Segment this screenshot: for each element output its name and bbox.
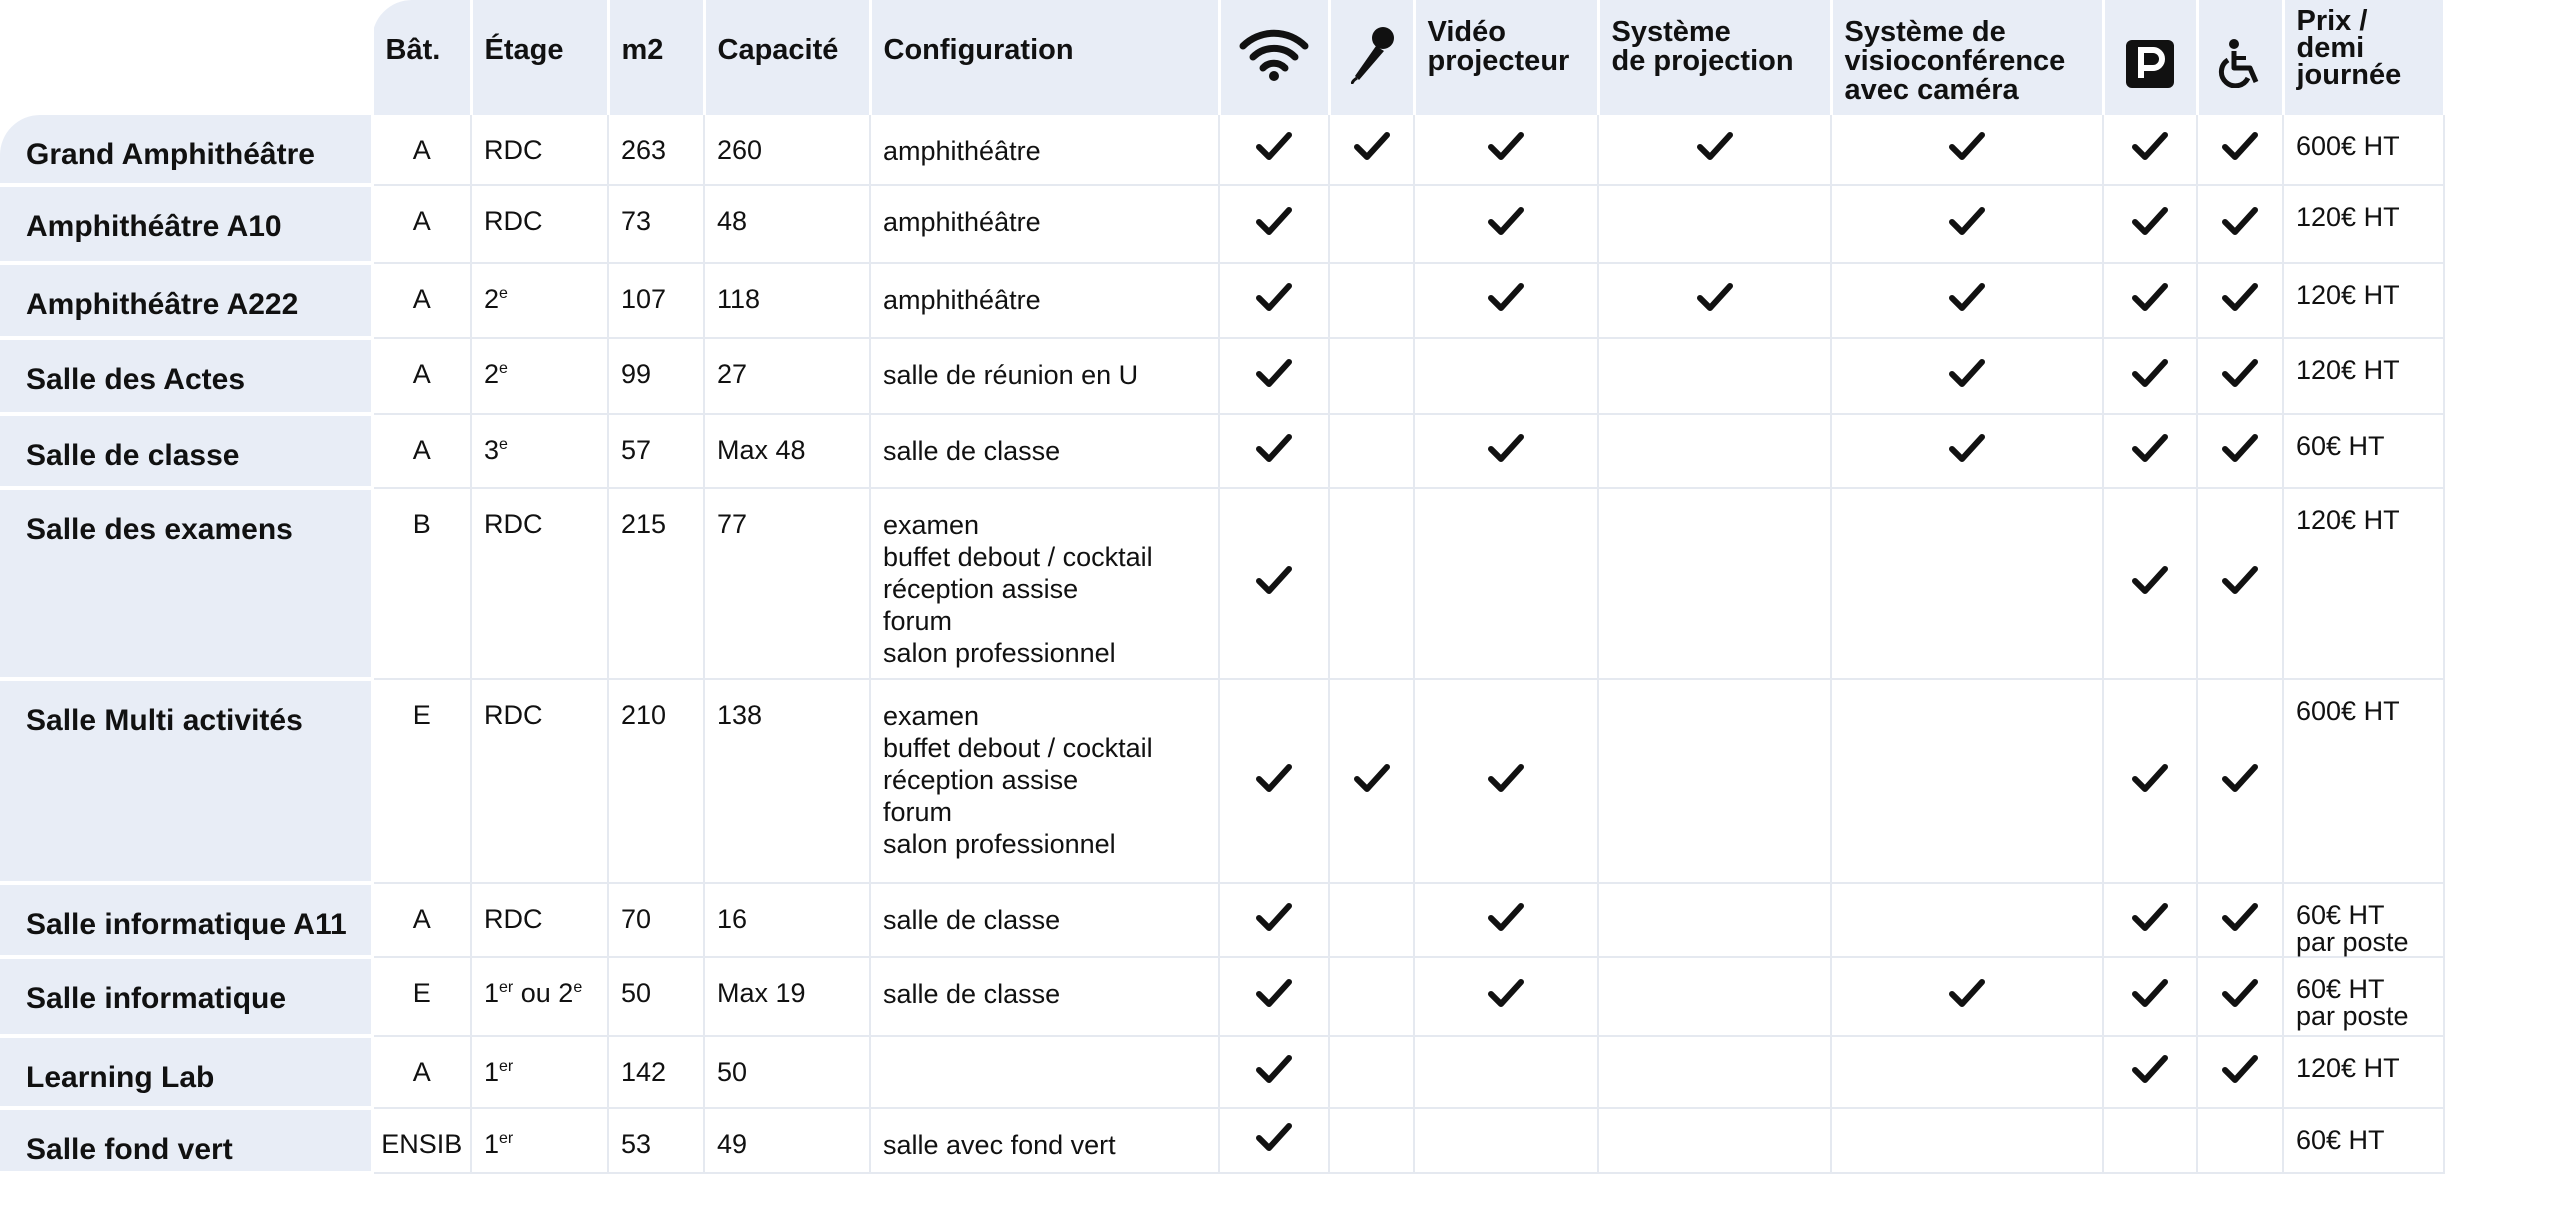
check-icon — [1487, 762, 1525, 794]
check-icon — [1353, 130, 1391, 162]
header-etage: Étage — [471, 0, 608, 115]
cell-micro — [1329, 115, 1414, 185]
cell-visio — [1831, 883, 2103, 957]
cell-prix: 60€ HT par poste — [2283, 883, 2444, 957]
table-row — [0, 488, 2444, 679]
microphone-icon — [1347, 24, 1397, 90]
cell-micro — [1329, 883, 1414, 957]
cell-parking — [2103, 185, 2197, 263]
cell-access — [2197, 1036, 2283, 1108]
cell-micro — [1329, 1036, 1414, 1108]
cell-m2: 70 — [608, 883, 704, 957]
header-row — [0, 0, 2444, 115]
table-row — [0, 263, 2444, 338]
cell-parking — [2103, 1036, 2197, 1108]
cell-configuration: amphithéâtre — [870, 115, 1219, 185]
cell-prix: 60€ HT par poste — [2283, 957, 2444, 1036]
etage-suffix: e — [499, 436, 508, 453]
cell-visio — [1831, 1108, 2103, 1173]
cell-configuration: salle avec fond vert — [870, 1108, 1219, 1173]
table-row — [0, 338, 2444, 414]
etage-suffix: e — [499, 360, 508, 377]
room-name: Learning Lab — [0, 1036, 372, 1108]
cell-etage — [471, 115, 608, 185]
check-icon — [1487, 432, 1525, 464]
cell-parking — [2103, 679, 2197, 883]
cell-bat: A — [372, 414, 471, 488]
cell-visio — [1831, 338, 2103, 414]
cell-m2: 210 — [608, 679, 704, 883]
cell-capacite: 260 — [704, 115, 870, 185]
cell-bat: ENSIB — [372, 1108, 471, 1173]
check-icon — [2221, 281, 2259, 313]
header-wifi — [1219, 0, 1329, 115]
cell-m2: 53 — [608, 1108, 704, 1173]
check-icon — [1948, 977, 1986, 1009]
etage-value: 2 — [484, 284, 500, 314]
cell-prix: 120€ HT — [2283, 263, 2444, 338]
header-visio — [1831, 0, 2103, 115]
cell-access — [2197, 263, 2283, 338]
check-icon — [1948, 130, 1986, 162]
etage-alt: ou 2 — [513, 978, 574, 1008]
cell-capacite: Max 19 — [704, 957, 870, 1036]
check-icon — [1696, 281, 1734, 313]
cell-bat: E — [372, 957, 471, 1036]
check-icon — [2131, 1053, 2169, 1085]
check-icon — [1255, 357, 1293, 389]
check-icon — [1255, 564, 1293, 596]
cell-visio — [1831, 679, 2103, 883]
check-icon — [1487, 901, 1525, 933]
cell-parking — [2103, 883, 2197, 957]
cell-etage — [471, 414, 608, 488]
check-icon — [2221, 977, 2259, 1009]
cell-micro — [1329, 1108, 1414, 1173]
room-name: Salle fond vert — [0, 1108, 372, 1173]
check-icon — [2131, 901, 2169, 933]
cell-m2: 142 — [608, 1036, 704, 1108]
cell-access — [2197, 679, 2283, 883]
cell-wifi — [1219, 1108, 1329, 1173]
cell-wifi — [1219, 185, 1329, 263]
check-icon — [2221, 357, 2259, 389]
cell-projection — [1598, 338, 1831, 414]
room-name: Salle des examens — [0, 488, 372, 679]
check-icon — [1255, 901, 1293, 933]
check-icon — [2221, 205, 2259, 237]
cell-m2: 263 — [608, 115, 704, 185]
table-row — [0, 185, 2444, 263]
etage-suffix: er — [499, 979, 514, 996]
cell-access — [2197, 1108, 2283, 1173]
cell-micro — [1329, 679, 1414, 883]
cell-access — [2197, 957, 2283, 1036]
cell-parking — [2103, 1108, 2197, 1173]
check-icon — [1948, 432, 1986, 464]
cell-etage — [471, 1108, 608, 1173]
cell-parking — [2103, 115, 2197, 185]
room-name: Grand Amphithéâtre — [0, 115, 372, 185]
check-icon — [1487, 977, 1525, 1009]
cell-access — [2197, 115, 2283, 185]
room-name: Salle des Actes — [0, 338, 372, 414]
cell-video — [1414, 1036, 1598, 1108]
etage-suffix: er — [499, 1058, 514, 1075]
cell-projection — [1598, 679, 1831, 883]
cell-projection — [1598, 488, 1831, 679]
etage-value: RDC — [484, 206, 543, 236]
header-projection-label: Système de projection — [1611, 16, 1794, 77]
cell-video — [1414, 883, 1598, 957]
room-name: Amphithéâtre A222 — [0, 263, 372, 338]
cell-video — [1414, 338, 1598, 414]
cell-parking — [2103, 414, 2197, 488]
cell-configuration: salle de classe — [870, 957, 1219, 1036]
cell-wifi — [1219, 338, 1329, 414]
cell-visio — [1831, 1036, 2103, 1108]
cell-bat: A — [372, 263, 471, 338]
table-row — [0, 414, 2444, 488]
cell-etage — [471, 338, 608, 414]
header-prix-label: Prix / demi journée — [2296, 5, 2402, 91]
check-icon — [2221, 130, 2259, 162]
check-icon — [1255, 1053, 1293, 1085]
cell-prix: 120€ HT — [2283, 488, 2444, 679]
check-icon — [2131, 977, 2169, 1009]
cell-prix: 120€ HT — [2283, 338, 2444, 414]
parking-icon — [2126, 40, 2174, 94]
cell-projection — [1598, 115, 1831, 185]
etage-value: RDC — [484, 135, 543, 165]
room-name: Salle de classe — [0, 414, 372, 488]
cell-configuration: salle de réunion en U — [870, 338, 1219, 414]
cell-etage — [471, 185, 608, 263]
cell-bat: B — [372, 488, 471, 679]
check-icon — [2131, 432, 2169, 464]
corner-cell — [0, 0, 372, 115]
cell-etage — [471, 1036, 608, 1108]
check-icon — [2221, 432, 2259, 464]
cell-access — [2197, 185, 2283, 263]
cell-projection — [1598, 957, 1831, 1036]
table-row — [0, 1108, 2444, 1173]
cell-capacite: 27 — [704, 338, 870, 414]
cell-access — [2197, 488, 2283, 679]
cell-prix: 60€ HT — [2283, 1108, 2444, 1173]
cell-configuration — [870, 1036, 1219, 1108]
check-icon — [2131, 281, 2169, 313]
header-prix — [2283, 0, 2444, 115]
cell-capacite: 48 — [704, 185, 870, 263]
cell-prix: 120€ HT — [2283, 1036, 2444, 1108]
cell-projection — [1598, 263, 1831, 338]
cell-bat: A — [372, 883, 471, 957]
cell-video — [1414, 488, 1598, 679]
cell-visio — [1831, 263, 2103, 338]
check-icon — [1353, 762, 1391, 794]
room-name: Amphithéâtre A10 — [0, 185, 372, 263]
cell-capacite: 50 — [704, 1036, 870, 1108]
cell-configuration: amphithéâtre — [870, 263, 1219, 338]
wifi-icon — [1239, 26, 1309, 88]
header-projection — [1598, 0, 1831, 115]
cell-capacite: 118 — [704, 263, 870, 338]
check-icon — [1255, 762, 1293, 794]
check-icon — [2131, 130, 2169, 162]
check-icon — [1948, 281, 1986, 313]
cell-bat: A — [372, 338, 471, 414]
cell-video — [1414, 185, 1598, 263]
cell-wifi — [1219, 414, 1329, 488]
cell-projection — [1598, 414, 1831, 488]
etage-suffix: er — [499, 1130, 514, 1147]
cell-wifi — [1219, 263, 1329, 338]
cell-parking — [2103, 338, 2197, 414]
cell-video — [1414, 957, 1598, 1036]
cell-wifi — [1219, 679, 1329, 883]
cell-video — [1414, 263, 1598, 338]
cell-parking — [2103, 263, 2197, 338]
cell-wifi — [1219, 883, 1329, 957]
etage-value: 1 — [484, 978, 500, 1008]
check-icon — [1948, 357, 1986, 389]
table-row — [0, 1036, 2444, 1108]
cell-capacite: 49 — [704, 1108, 870, 1173]
etage-suffix: e — [499, 285, 508, 302]
check-icon — [2131, 762, 2169, 794]
cell-projection — [1598, 1036, 1831, 1108]
header-configuration: Configuration — [870, 0, 1219, 115]
cell-bat: A — [372, 185, 471, 263]
cell-etage — [471, 883, 608, 957]
etage-value: RDC — [484, 904, 543, 934]
cell-projection — [1598, 185, 1831, 263]
check-icon — [2131, 357, 2169, 389]
cell-micro — [1329, 263, 1414, 338]
cell-configuration: examen buffet debout / cocktail réception assise forum salon professionnel — [870, 679, 1219, 883]
header-micro — [1329, 0, 1414, 115]
cell-m2: 50 — [608, 957, 704, 1036]
check-icon — [1255, 1121, 1293, 1153]
cell-m2: 215 — [608, 488, 704, 679]
check-icon — [1255, 432, 1293, 464]
cell-bat: A — [372, 1036, 471, 1108]
check-icon — [1487, 281, 1525, 313]
cell-bat: E — [372, 679, 471, 883]
etage-value: 1 — [484, 1057, 500, 1087]
check-icon — [1255, 130, 1293, 162]
cell-prix: 600€ HT — [2283, 115, 2444, 185]
cell-configuration: amphithéâtre — [870, 185, 1219, 263]
cell-capacite: 138 — [704, 679, 870, 883]
cell-micro — [1329, 414, 1414, 488]
check-icon — [1487, 205, 1525, 237]
cell-video — [1414, 679, 1598, 883]
cell-visio — [1831, 414, 2103, 488]
check-icon — [2221, 1053, 2259, 1085]
cell-video — [1414, 1108, 1598, 1173]
table-row — [0, 115, 2444, 185]
table-row — [0, 883, 2444, 957]
header-capacite: Capacité — [704, 0, 870, 115]
check-icon — [2221, 762, 2259, 794]
cell-video — [1414, 414, 1598, 488]
cell-visio — [1831, 115, 2103, 185]
check-icon — [2131, 205, 2169, 237]
cell-etage — [471, 957, 608, 1036]
etage-alt-suffix: e — [573, 979, 583, 996]
cell-video — [1414, 115, 1598, 185]
check-icon — [1255, 281, 1293, 313]
cell-m2: 99 — [608, 338, 704, 414]
header-bat: Bât. — [372, 0, 471, 115]
check-icon — [1255, 205, 1293, 237]
etage-value: 1 — [484, 1129, 500, 1159]
cell-wifi — [1219, 115, 1329, 185]
header-video-label: Vidéo projecteur — [1427, 16, 1570, 77]
header-parking — [2103, 0, 2197, 115]
cell-capacite: Max 48 — [704, 414, 870, 488]
cell-visio — [1831, 957, 2103, 1036]
room-name: Salle Multi activités — [0, 679, 372, 883]
cell-micro — [1329, 957, 1414, 1036]
check-icon — [1696, 130, 1734, 162]
cell-capacite: 77 — [704, 488, 870, 679]
cell-etage — [471, 263, 608, 338]
cell-capacite: 16 — [704, 883, 870, 957]
cell-micro — [1329, 338, 1414, 414]
cell-m2: 73 — [608, 185, 704, 263]
check-icon — [2221, 564, 2259, 596]
etage-value: RDC — [484, 509, 543, 539]
cell-parking — [2103, 957, 2197, 1036]
wheelchair-icon — [2218, 38, 2262, 94]
cell-wifi — [1219, 488, 1329, 679]
cell-wifi — [1219, 957, 1329, 1036]
check-icon — [1255, 977, 1293, 1009]
cell-visio — [1831, 185, 2103, 263]
check-icon — [1487, 130, 1525, 162]
cell-wifi — [1219, 1036, 1329, 1108]
cell-etage — [471, 488, 608, 679]
cell-micro — [1329, 488, 1414, 679]
etage-value: 2 — [484, 359, 500, 389]
header-visio-label: Système de visioconférence avec caméra — [1844, 16, 2066, 106]
cell-access — [2197, 883, 2283, 957]
room-name: Salle informatique — [0, 957, 372, 1036]
cell-m2: 57 — [608, 414, 704, 488]
cell-parking — [2103, 488, 2197, 679]
cell-prix: 600€ HT — [2283, 679, 2444, 883]
cell-visio — [1831, 488, 2103, 679]
cell-configuration: salle de classe — [870, 414, 1219, 488]
etage-value: RDC — [484, 700, 543, 730]
cell-m2: 107 — [608, 263, 704, 338]
header-video — [1414, 0, 1598, 115]
cell-projection — [1598, 883, 1831, 957]
header-access — [2197, 0, 2283, 115]
table-row — [0, 957, 2444, 1036]
cell-access — [2197, 414, 2283, 488]
table-row — [0, 679, 2444, 883]
cell-bat: A — [372, 115, 471, 185]
cell-micro — [1329, 185, 1414, 263]
header-m2: m2 — [608, 0, 704, 115]
cell-projection — [1598, 1108, 1831, 1173]
cell-prix: 120€ HT — [2283, 185, 2444, 263]
etage-value: 3 — [484, 435, 500, 465]
room-name: Salle informatique A11 — [0, 883, 372, 957]
cell-access — [2197, 338, 2283, 414]
check-icon — [1948, 205, 1986, 237]
cell-configuration: examen buffet debout / cocktail réception assise forum salon professionnel — [870, 488, 1219, 679]
check-icon — [2131, 564, 2169, 596]
check-icon — [2221, 901, 2259, 933]
cell-configuration: salle de classe — [870, 883, 1219, 957]
cell-prix: 60€ HT — [2283, 414, 2444, 488]
cell-etage — [471, 679, 608, 883]
